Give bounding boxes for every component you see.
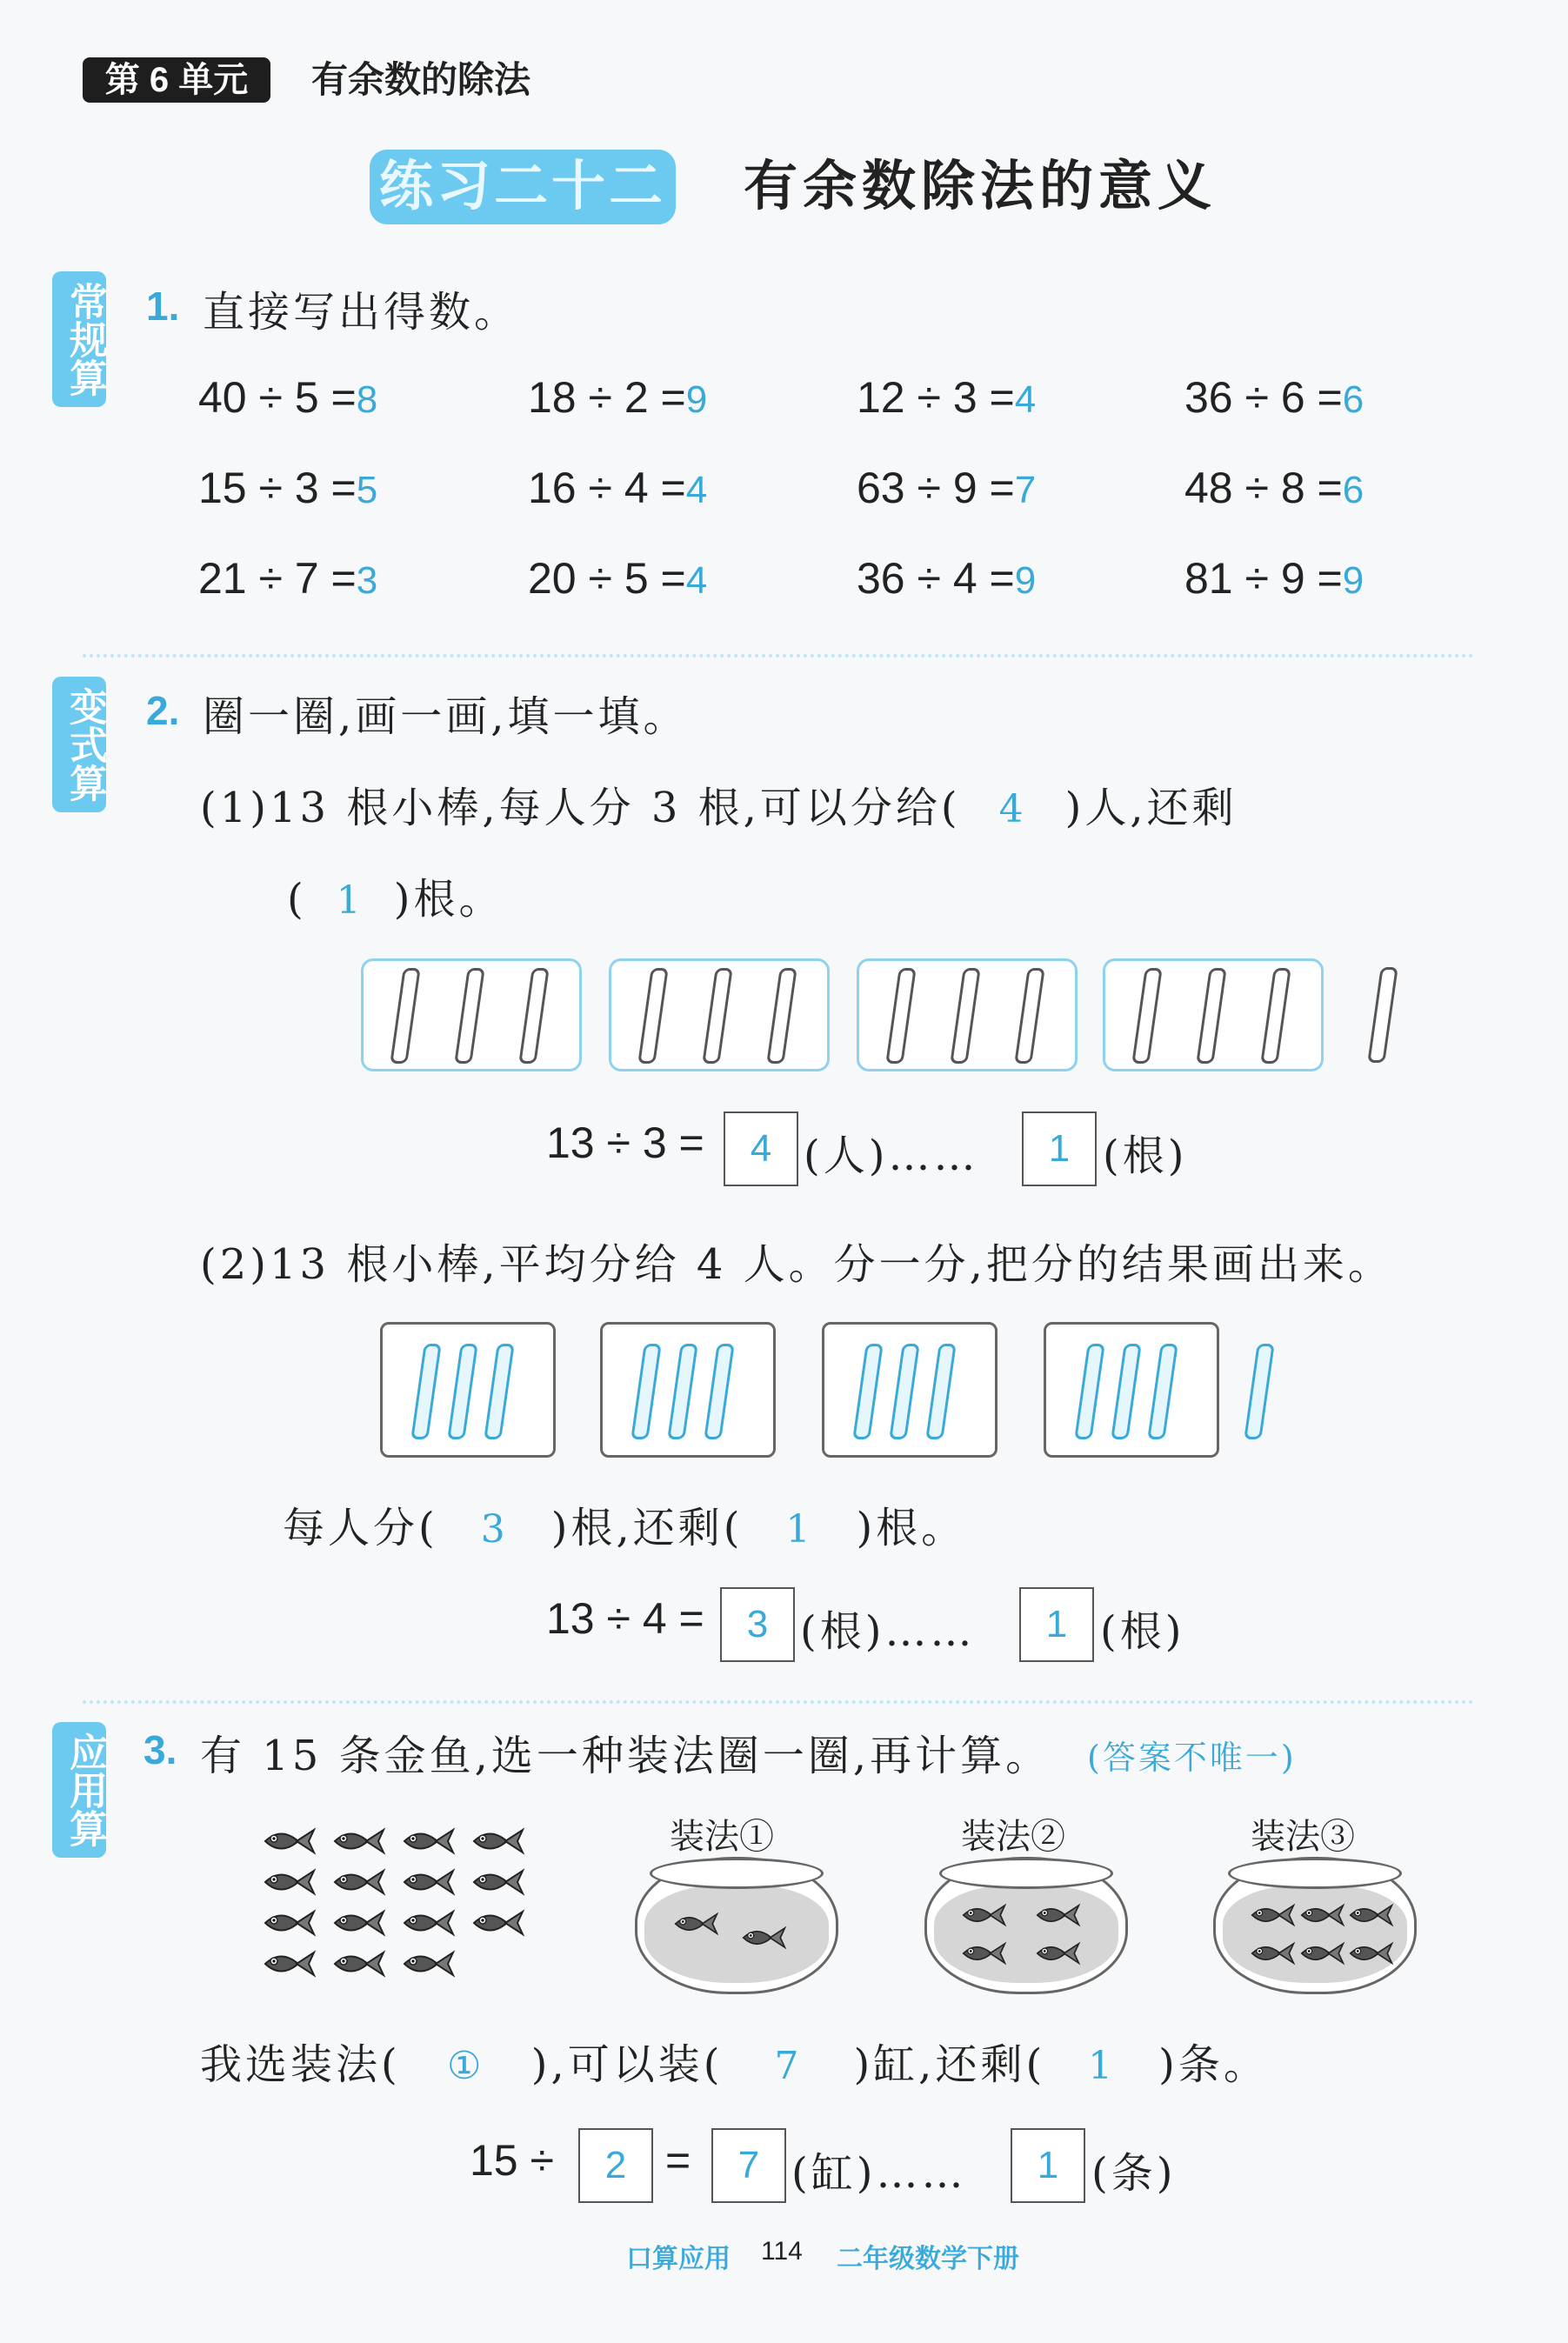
- stick-group-circle: [1103, 958, 1324, 1071]
- q3-text-b: ),可以装(: [530, 2040, 724, 2089]
- goldfish-icon: [736, 1924, 788, 1952]
- stick: [766, 968, 797, 1064]
- q1-number: 1.: [146, 284, 180, 329]
- side-tab-variant: 变式算: [52, 677, 106, 812]
- q2-eq2-unit2: (根): [1100, 1607, 1185, 1656]
- footer-left: 口算应用: [626, 2245, 731, 2273]
- drawn-stick: [410, 1344, 441, 1439]
- goldfish-icon: [668, 1910, 720, 1938]
- q2-eq2-expr: 13 ÷ 4 =: [546, 1594, 704, 1643]
- q3-eq-start: 15 ÷: [470, 2136, 554, 2185]
- stick: [950, 968, 980, 1064]
- goldfish-icon: [1344, 1939, 1396, 1967]
- q1-expression: 40 ÷ 5 =: [198, 373, 357, 422]
- q1-item: [198, 463, 377, 513]
- q2-part1-line2: [287, 865, 504, 925]
- drawn-stick: [631, 1344, 661, 1439]
- method3-label: 装法③: [1251, 1817, 1355, 1857]
- q2-eq2-unit1: (根)……: [800, 1607, 976, 1656]
- q2-part1-text-c: (: [287, 875, 307, 924]
- page-number: 114: [761, 2237, 803, 2266]
- goldfish-icon: [956, 1901, 1008, 1929]
- goldfish-icon: [465, 1825, 526, 1858]
- drawn-stick: [704, 1344, 734, 1439]
- q2-eq1-expr: 13 ÷ 3 =: [546, 1118, 704, 1167]
- stick: [702, 968, 732, 1064]
- q1-item: [1184, 463, 1364, 513]
- goldfish-icon: [1244, 1939, 1297, 1967]
- q1-item: [528, 553, 707, 604]
- q1-expression: 18 ÷ 2 =: [528, 373, 686, 422]
- q1-answer[interactable]: 3: [356, 559, 378, 602]
- q3-note: (答案不唯一): [1087, 1739, 1297, 1777]
- goldfish-icon: [1244, 1901, 1297, 1929]
- q1-expression: 36 ÷ 6 =: [1184, 373, 1343, 422]
- q1-expression: 48 ÷ 8 =: [1184, 464, 1343, 512]
- q1-item: [1184, 553, 1364, 604]
- q2-part1-text-a: (1)13 根小棒,每人分 3 根,可以分给(: [200, 784, 961, 832]
- q2-eq1-remainder-box[interactable]: 1: [1022, 1111, 1097, 1186]
- method2-label: 装法②: [961, 1817, 1065, 1857]
- q3-text: 有 15 条金鱼,选一种装法圈一圈,再计算。: [200, 1732, 1051, 1780]
- q1-item: [1184, 372, 1364, 423]
- q2-part2-text-c: )根。: [856, 1504, 967, 1552]
- goldfish-icon: [1030, 1939, 1082, 1967]
- q3-eq-unit2: (条): [1091, 2149, 1177, 2198]
- q3-eq-divisor-box[interactable]: 2: [578, 2128, 653, 2203]
- q1-item: [857, 553, 1036, 604]
- q3-eq-equal: =: [665, 2136, 691, 2185]
- stick: [885, 968, 916, 1064]
- fish-bowl-1[interactable]: [635, 1857, 838, 1994]
- q1-answer[interactable]: 5: [356, 469, 378, 511]
- q2-part2-text-b: )根,还剩(: [550, 1504, 744, 1552]
- goldfish-icon: [1294, 1901, 1346, 1929]
- q1-expression: 21 ÷ 7 =: [198, 554, 357, 603]
- divider: [83, 1700, 1474, 1704]
- stick: [637, 968, 668, 1064]
- drawn-stick: [1111, 1344, 1141, 1439]
- q3-text-c: )缸,还剩(: [853, 2040, 1046, 2089]
- bowl-rim: [939, 1858, 1113, 1889]
- drawn-stick: [852, 1344, 883, 1439]
- q3-text-d: )条。: [1158, 2040, 1269, 2089]
- q2-eq1-unit1: (人)……: [804, 1131, 979, 1180]
- q1-text: 直接写出得数。: [203, 288, 520, 337]
- q2-number: 2.: [146, 688, 180, 733]
- drawn-stick: [484, 1344, 514, 1439]
- goldfish-icon: [326, 1866, 387, 1899]
- goldfish-icon: [326, 1906, 387, 1939]
- q2-part1-text-d: )根。: [393, 875, 504, 924]
- person-box: [1044, 1322, 1219, 1458]
- stick: [1196, 968, 1226, 1064]
- stick: [390, 968, 420, 1064]
- drawn-stick: [1074, 1344, 1104, 1439]
- goldfish-icon: [257, 1947, 317, 1980]
- drawn-stick-remaining: [1244, 1344, 1274, 1439]
- q1-answer[interactable]: 6: [1342, 469, 1364, 511]
- q1-expression: 15 ÷ 3 =: [198, 464, 357, 512]
- goldfish-icon: [465, 1866, 526, 1899]
- q2-text: 圈一圈,画一画,填一填。: [203, 692, 689, 741]
- goldfish-icon: [956, 1939, 1008, 1967]
- fish-bowl-2[interactable]: [924, 1857, 1128, 1994]
- method1-label: 装法①: [670, 1817, 774, 1857]
- fish-bowl-3[interactable]: [1213, 1857, 1417, 1994]
- bowl-water: [934, 1886, 1118, 1983]
- drawn-stick: [447, 1344, 477, 1439]
- stick: [1014, 968, 1044, 1064]
- q2-part2-answer-each[interactable]: 3: [480, 1507, 509, 1552]
- q3-answer-left[interactable]: 1: [1088, 2044, 1117, 2088]
- drawn-stick: [925, 1344, 956, 1439]
- q1-answer[interactable]: 4: [1014, 378, 1037, 421]
- goldfish-icon: [1344, 1901, 1396, 1929]
- q3-answer-tanks[interactable]: 7: [774, 2044, 803, 2088]
- q1-answer[interactable]: 9: [1014, 559, 1037, 602]
- q1-answer[interactable]: 7: [1014, 469, 1037, 511]
- stick: [1260, 968, 1291, 1064]
- bowl-rim: [650, 1858, 824, 1889]
- bowl-water: [1223, 1886, 1407, 1983]
- q3-eq-quotient-box[interactable]: 7: [711, 2128, 786, 2203]
- q3-text-a: 我选装法(: [200, 2040, 401, 2089]
- bowl-rim: [1228, 1858, 1402, 1889]
- divider: [83, 654, 1474, 658]
- goldfish-icon: [257, 1866, 317, 1899]
- goldfish-icon: [257, 1825, 317, 1858]
- q2-part1-answer-left[interactable]: 1: [336, 878, 364, 923]
- goldfish-icon: [396, 1947, 457, 1980]
- q3-eq-remainder-box[interactable]: 1: [1011, 2128, 1085, 2203]
- q2-part1-text-b: )人,还剩: [1064, 784, 1238, 832]
- stick-group-circle: [609, 958, 830, 1071]
- stick-group-circle: [361, 958, 582, 1071]
- footer-right: 二年级数学下册: [837, 2245, 1019, 2273]
- unit-title: 有余数的除法: [311, 59, 531, 100]
- q2-part2-text: (2)13 根小棒,平均分给 4 人。分一分,把分的结果画出来。: [200, 1240, 1393, 1289]
- side-tab-regular: 常规算: [52, 271, 106, 407]
- stick-group-circle: [857, 958, 1078, 1071]
- goldfish-icon: [396, 1866, 457, 1899]
- q1-answer[interactable]: 9: [685, 378, 708, 421]
- person-box: [822, 1322, 998, 1458]
- goldfish-icon: [326, 1825, 387, 1858]
- q1-expression: 12 ÷ 3 =: [857, 373, 1015, 422]
- q1-answer[interactable]: 9: [1342, 559, 1364, 602]
- goldfish-icon: [396, 1906, 457, 1939]
- goldfish-icon: [1294, 1939, 1346, 1967]
- unit-badge: 第 6 单元: [83, 57, 270, 103]
- goldfish-icon: [257, 1906, 317, 1939]
- exercise-title: 有余数除法的意义: [744, 157, 1218, 217]
- q1-item: [198, 372, 377, 423]
- stick: [1131, 968, 1162, 1064]
- q3-answer-line: [200, 2031, 1269, 2091]
- q1-item: [528, 463, 707, 513]
- q2-part2-answer-left[interactable]: 1: [785, 1507, 814, 1552]
- q1-expression: 63 ÷ 9 =: [857, 464, 1015, 512]
- goldfish-icon: [465, 1906, 526, 1939]
- drawn-stick: [889, 1344, 919, 1439]
- side-tab-application: 应用算: [52, 1722, 106, 1858]
- drawn-stick: [1147, 1344, 1178, 1439]
- q1-answer[interactable]: 8: [356, 378, 378, 421]
- q1-expression: 16 ÷ 4 =: [528, 464, 686, 512]
- q2-part2-text-a: 每人分(: [283, 1504, 438, 1552]
- q2-part1-answer-people[interactable]: 4: [998, 787, 1027, 831]
- goldfish-icon: [1030, 1901, 1082, 1929]
- q2-part1-line: [200, 774, 1238, 834]
- q1-expression: 81 ÷ 9 =: [1184, 554, 1343, 603]
- q1-item: [857, 463, 1036, 513]
- goldfish-icon: [396, 1825, 457, 1858]
- q3-number: 3.: [143, 1727, 177, 1772]
- q1-expression: 20 ÷ 5 =: [528, 554, 686, 603]
- q1-answer[interactable]: 4: [685, 559, 708, 602]
- q1-expression: 36 ÷ 4 =: [857, 554, 1015, 603]
- q1-item: [528, 372, 707, 423]
- goldfish-icon: [326, 1947, 387, 1980]
- q1-answer[interactable]: 6: [1342, 378, 1364, 421]
- stick: [454, 968, 484, 1064]
- stick: [518, 968, 549, 1064]
- person-box: [600, 1322, 776, 1458]
- q2-eq2-quotient-box[interactable]: 3: [720, 1587, 795, 1662]
- exercise-badge: 练习二十二: [370, 150, 676, 224]
- q1-answer[interactable]: 4: [685, 469, 708, 511]
- q3-eq-unit1: (缸)……: [791, 2149, 967, 2198]
- q1-item: [857, 372, 1036, 423]
- q2-part2-line: [283, 1494, 966, 1554]
- q2-eq1-quotient-box[interactable]: 4: [724, 1111, 798, 1186]
- q1-item: [198, 553, 377, 604]
- drawn-stick: [667, 1344, 697, 1439]
- stick-remaining: [1367, 967, 1398, 1063]
- q2-eq2-remainder-box[interactable]: 1: [1019, 1587, 1094, 1662]
- q3-answer-method[interactable]: ①: [447, 2044, 485, 2088]
- q2-eq1-unit2: (根): [1103, 1131, 1188, 1180]
- person-box: [380, 1322, 556, 1458]
